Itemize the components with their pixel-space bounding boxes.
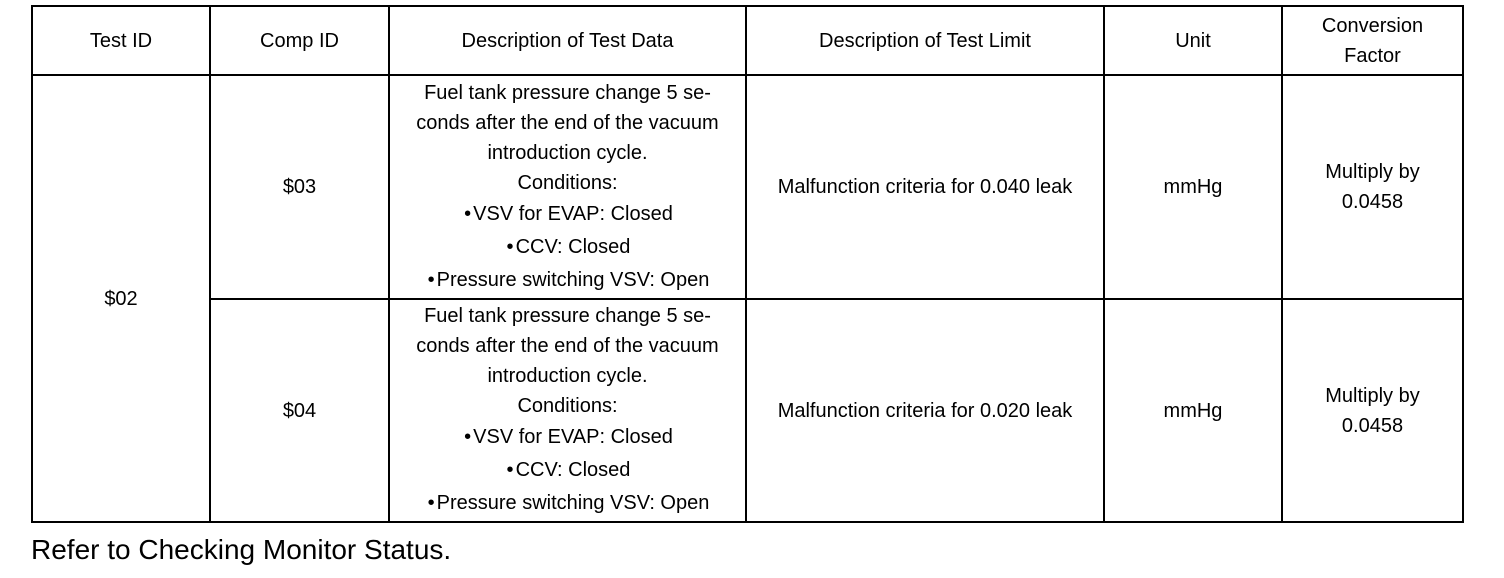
header-conversion-line-1: Conversion (1321, 14, 1424, 37)
bullet-icon: • (506, 459, 514, 481)
test-data-line: Fuel tank pressure change 5 se- (424, 305, 711, 327)
test-data-cell (389, 299, 746, 522)
condition-item (390, 487, 745, 520)
condition-text: Pressure switching VSV: Open (436, 492, 710, 514)
table-row (32, 75, 1463, 299)
condition-item (390, 454, 745, 487)
table-row (32, 299, 1463, 522)
condition-item (390, 198, 745, 231)
conversion-factor-cell (1282, 299, 1463, 522)
comp-id-cell: $04 (210, 299, 389, 522)
conversion-line: Multiply by (1325, 161, 1420, 183)
comp-id-cell: $03 (210, 75, 389, 299)
header-test-data: Description of Test Data (389, 6, 746, 75)
test-limit-cell: Malfunction criteria for 0.020 leak (746, 299, 1104, 522)
condition-text: VSV for EVAP: Closed (473, 202, 673, 225)
condition-text: CCV: Closed (515, 235, 631, 258)
test-limit-cell: Malfunction criteria for 0.040 leak (746, 75, 1104, 299)
footer-note: Refer to Checking Monitor Status. (31, 534, 452, 565)
header-conversion-line-2: Factor (1344, 44, 1401, 67)
test-id-cell: $02 (32, 75, 210, 522)
condition-text: Pressure switching VSV: Open (436, 268, 710, 291)
test-data-line: introduction cycle. (487, 365, 648, 387)
test-data-line: Fuel tank pressure change 5 se- (424, 81, 711, 104)
test-data-cell (389, 75, 746, 299)
bullet-icon: • (427, 268, 435, 291)
conversion-line: Multiply by (1325, 384, 1420, 407)
header-conversion-factor (1282, 6, 1463, 75)
condition-text: CCV: Closed (515, 459, 631, 481)
test-data-line: Conditions: (517, 395, 618, 417)
header-test-id: Test ID (32, 6, 210, 75)
conversion-factor-cell (1282, 75, 1463, 299)
unit-cell: mmHg (1104, 299, 1282, 522)
header-comp-id: Comp ID (210, 6, 389, 75)
conversion-line: 0.0458 (1341, 191, 1404, 213)
test-data-table (31, 5, 1464, 523)
bullet-icon: • (464, 202, 472, 225)
test-data-line: introduction cycle. (487, 141, 648, 164)
test-data-line: conds after the end of the vacuum (416, 111, 719, 134)
bullet-icon: • (464, 426, 472, 448)
conversion-line: 0.0458 (1341, 414, 1404, 437)
table-header-row (32, 6, 1463, 75)
header-unit: Unit (1104, 6, 1282, 75)
test-data-line: Conditions: (517, 171, 618, 194)
bullet-icon: • (427, 492, 435, 514)
bullet-icon: • (506, 235, 514, 258)
unit-cell: mmHg (1104, 75, 1282, 299)
condition-item (390, 264, 745, 297)
header-test-limit: Description of Test Limit (746, 6, 1104, 75)
condition-item (390, 421, 745, 454)
condition-item (390, 231, 745, 264)
test-data-line: conds after the end of the vacuum (416, 335, 719, 357)
condition-text: VSV for EVAP: Closed (473, 426, 673, 448)
